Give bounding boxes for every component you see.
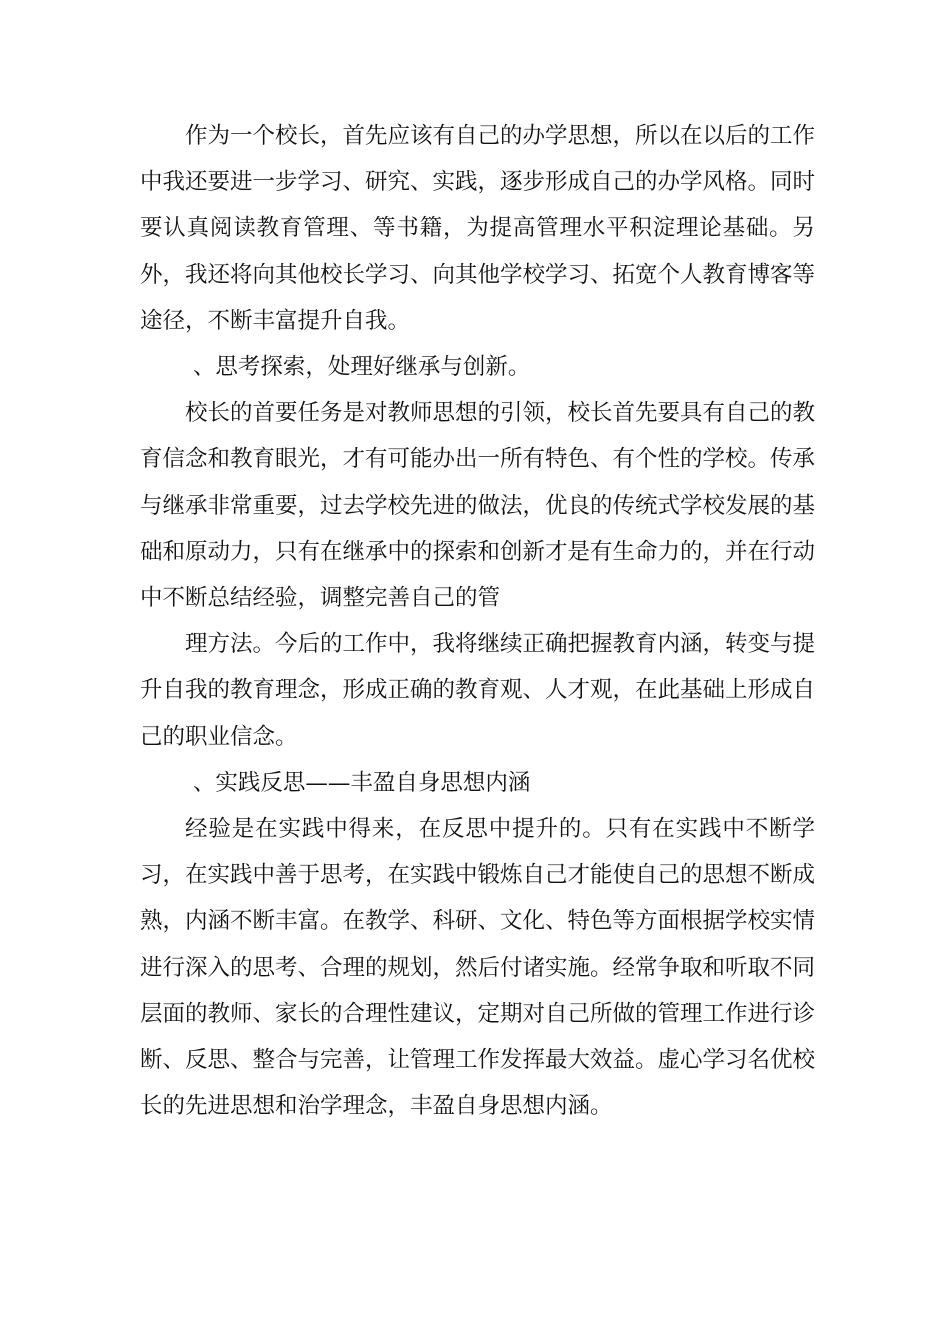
paragraph-school-philosophy: 作为一个校长，首先应该有自己的办学思想，所以在以后的工作中我还要进一步学习、研究、实践，逐步形成自己的办学风格。同时要认真阅读教育管理、等书籍，为提高管理水平积淀理论基础。另外，我还将向其他校长学习、向其他学校学习、拓宽个人教育博客等途径，不断丰富提升自我。 bbox=[140, 123, 816, 334]
section-heading-practice-reflection: 、实践反思——丰盈自身思想内涵 bbox=[192, 769, 531, 796]
paragraph-principal-leadership: 校长的首要任务是对教师思想的引领，校长首先要具有自己的教育信念和教育眼光，才有可能办出一所有特色、有个性的学校。传承与继承非常重要，过去学校先进的做法，优良的传统式学校发展的基础和原动力，只有在继承中的探索和创新才是有生命力的，并在行动中不断总结经验，调整完善自己的管 bbox=[140, 400, 816, 612]
paragraph-experience-reflection: 经验是在实践中得来，在反思中提升的。只有在实践中不断学习，在实践中善于思考，在实践中锻炼自己才能使自己的思想不断成熟，内涵不断丰富。在教学、科研、文化、特色等方面根据学校实情进行深入的思考、合理的规划，然后付诸实施。经常争取和听取不同层面的教师、家长的合理性建议，定期对自己所做的管理工作进行诊断、反思、整合与完善，让管理工作发挥最大效益。虚心学习名优校长的先进思想和治学理念，丰盈自身思想内涵。 bbox=[140, 816, 816, 1120]
paragraph-management-method: 理方法。今后的工作中，我将继续正确把握教育内涵，转变与提升自我的教育理念，形成正确的教育观、人才观，在此基础上形成自己的职业信念。 bbox=[140, 631, 816, 750]
document-body bbox=[140, 113, 815, 1129]
section-heading-inheritance-innovation: 、思考探索，处理好继承与创新。 bbox=[192, 354, 531, 381]
